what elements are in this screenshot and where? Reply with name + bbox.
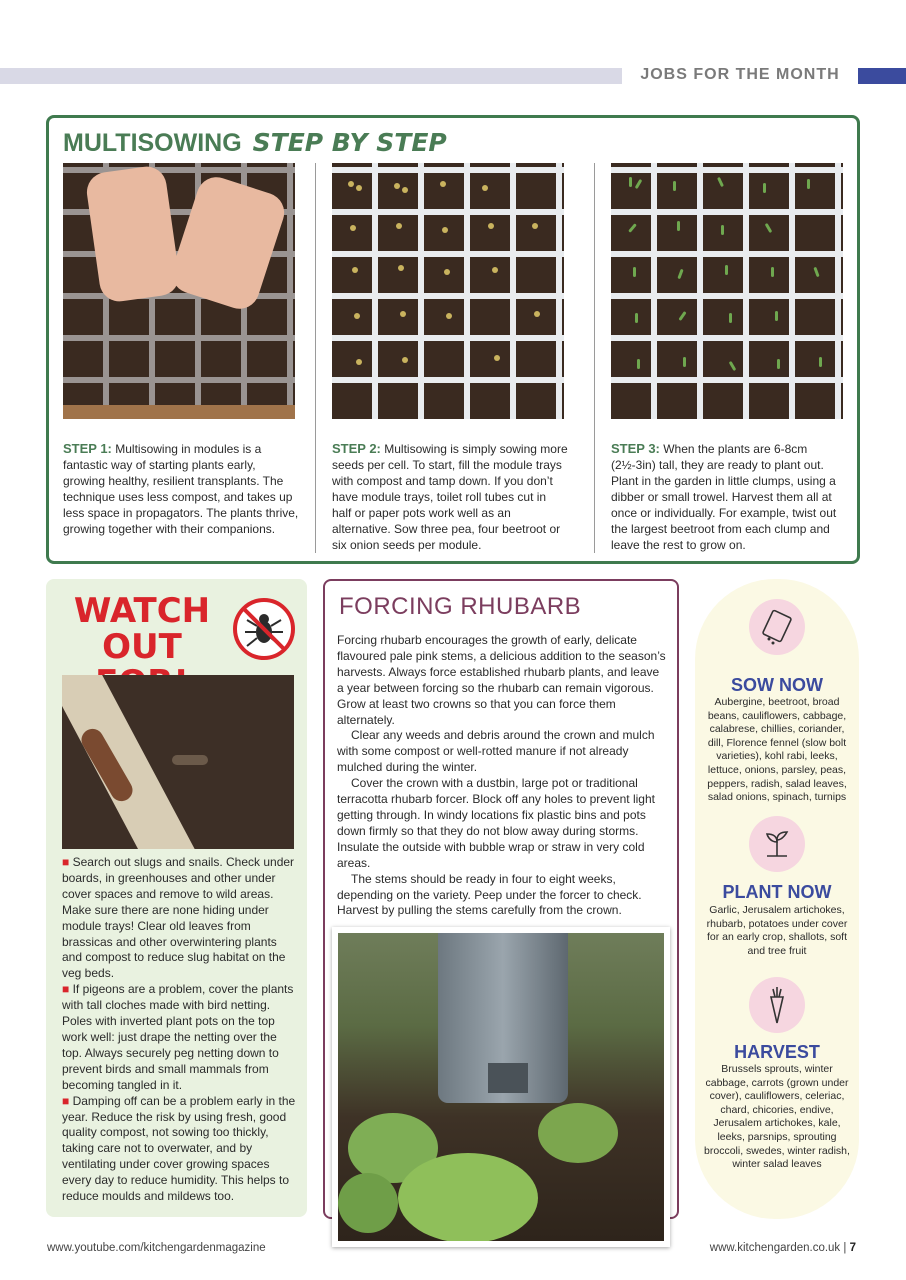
step-1-photo [63, 163, 295, 419]
section-title: JOBS FOR THE MONTH [640, 66, 840, 83]
step-1 [63, 163, 299, 537]
watch-out-list [62, 855, 296, 1205]
header-band [0, 68, 622, 84]
step-2-text [332, 441, 568, 553]
seedling-icon [749, 816, 805, 872]
footer-separator: | [843, 1242, 847, 1254]
step-1-label: STEP 1: [63, 441, 112, 456]
list-item: ■ If pigeons are a problem, cover the plants with tall cloches made with bird netting. Poles with inverted plant pots on the top work well: just drape the netting over the top. Always securely peg netting down to prevent birds and small mammals from becoming tangled in it. [62, 982, 294, 1092]
step-2 [332, 163, 568, 553]
harvest-heading: HARVEST [734, 1042, 820, 1062]
step-1-body: Multisowing in modules is a fantastic way of starting plants early, growing healthy, resilient transplants. The technique uses less compost, and takes up less space in propagators. The plants thrive, growing together with their companions. [63, 442, 299, 536]
watch-out-title-line-1: WATCH [73, 591, 211, 631]
step-3-text [611, 441, 847, 553]
multisowing-panel [46, 115, 860, 564]
list-item: ■ Damping off can be a problem early in the year. Reduce the risk by using fresh, good quality compost, not sowing too thickly, taking care not to overwater, and by ventilating under cover growing spaces every day to reduce humidity. This helps to reduce moulds and mildews too. [62, 1093, 296, 1204]
step-3-photo [611, 163, 843, 419]
forcing-rhubarb-body [337, 633, 669, 919]
header-accent-block [858, 68, 906, 84]
paragraph: Forcing rhubarb encourages the growth of early, delicate flavoured pale pink stems, a delicious addition to the season’s harvests. Always force established rhubarb plants, and leave a year between forcing so the rhubarb can remain vigorous. Grow at least two crowns so that you can force them alternately. [337, 633, 666, 727]
paragraph: The stems should be ready in four to eight weeks, depending on the variety. Peep under the forcer to check. Harvest by pulling the stems carefully from the crown. [337, 871, 642, 918]
bullet-icon: ■ [62, 855, 70, 869]
step-2-photo [332, 163, 564, 419]
bullet-icon: ■ [62, 982, 70, 997]
slug-photo [62, 675, 294, 849]
rhubarb-forcer-photo [332, 927, 670, 1247]
multisowing-title [63, 128, 447, 158]
footer-youtube-link[interactable]: www.youtube.com/kitchengardenmagazine [47, 1242, 266, 1254]
column-divider [594, 163, 595, 553]
step-2-label: STEP 2: [332, 441, 381, 456]
multisowing-title-main: MULTISOWING [63, 129, 242, 157]
paragraph: Cover the crown with a dustbin, large pot or traditional terracotta rhubarb forcer. Block off any holes to prevent light getting through. In windy locations fix plastic bins and pots down firmly so that they do not blow away during storms. Insulate the outside with bubble wrap or straw in very cold areas. [337, 776, 655, 870]
sow-now-heading: SOW NOW [731, 675, 823, 695]
harvest-list: Brussels sprouts, winter cabbage, carrots (grown under cover), cauliflowers, celeriac, chard, chicories, endive, Jerusalem artichokes, kale, leeks, parsnips, sprouting broccoli, swedes, winter radish, winter salad leaves [704, 1063, 850, 1171]
column-divider [315, 163, 316, 553]
paragraph: Clear any weeds and debris around the crown and mulch with some compost or well-rotted manure if not already mulched during the winter. [337, 728, 655, 775]
carrot-icon [749, 977, 805, 1033]
no-bug-icon [231, 596, 297, 662]
watch-out-panel [46, 579, 307, 1217]
seed-packet-icon [749, 599, 805, 655]
forcing-rhubarb-title: FORCING RHUBARB [339, 593, 582, 620]
page-number: 7 [849, 1242, 856, 1254]
step-3-label: STEP 3: [611, 441, 660, 456]
bullet-icon: ■ [62, 1093, 70, 1108]
step-2-body: Multisowing is simply sowing more seeds per cell. To start, fill the module trays with compost and tamp down. If you don’t have module trays, toilet roll tubes cut in half or paper pots work well as an alternative. Sow three pea, four beetroot or six onion seeds per module. [332, 442, 568, 552]
plant-now-heading: PLANT NOW [722, 882, 832, 902]
multisowing-title-script: STEP BY STEP [252, 128, 447, 157]
plant-now-list: Garlic, Jerusalem artichokes, rhubarb, potatoes under cover for an early crop, shallots, soft and tree fruit [706, 904, 848, 957]
monthly-calendar-panel [695, 579, 859, 1219]
list-item: ■ Search out slugs and snails. Check under boards, in greenhouses and other under cover spaces and remove to wild areas. Make sure there are none hiding under module trays! Clear old leaves from brassicas and other overwintering plants and compost to reduce slug habitat on the veg beds. [62, 855, 295, 981]
footer-right [710, 1242, 856, 1254]
step-1-text [63, 441, 299, 537]
step-3 [611, 163, 847, 553]
footer-website-link[interactable]: www.kitchengarden.co.uk [709, 1242, 841, 1254]
watch-out-title-line-2: OUT [102, 627, 182, 667]
sow-now-list: Aubergine, beetroot, broad beans, cauliflowers, cabbage, calabrese, chillies, coriander, dill, Florence fennel (slow bolt varieties), kohl rabi, leeks, lettuce, onions, parsley, peas, peppers, radish, salad leaves, salad onions, spinach, turnips [707, 696, 847, 804]
step-3-body: When the plants are 6-8cm (2½-3in) tall, they are ready to plant out. Plant in the garden in little clumps, using a dibber or small trowel. Harvest them all at once or individually. For example, twist out the largest beetroot from each clump and leave the rest to grow on. [611, 442, 837, 552]
